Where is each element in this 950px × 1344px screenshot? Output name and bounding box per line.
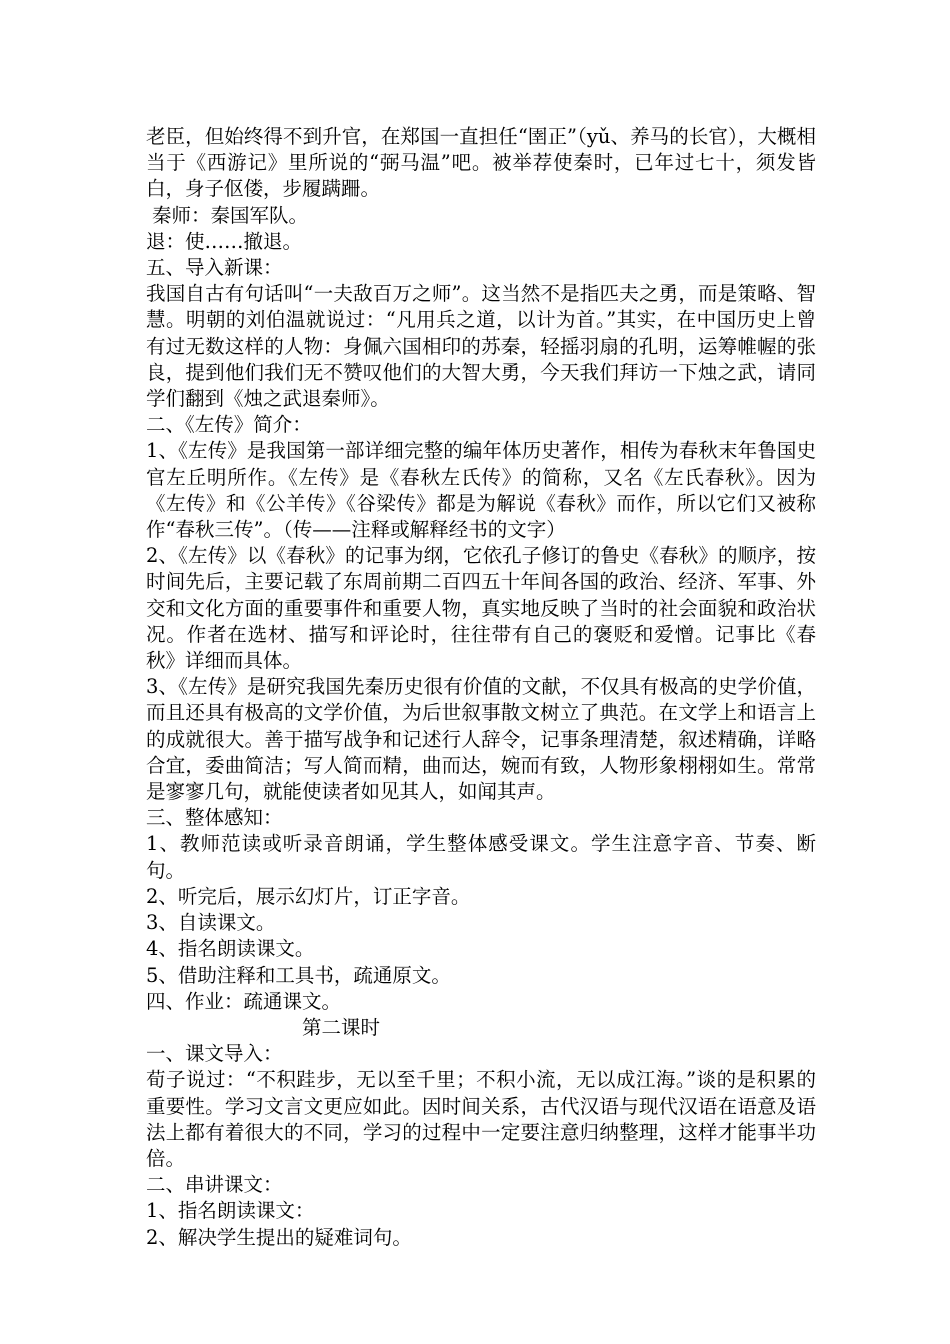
section-heading-intro: 五、导入新课：	[146, 256, 283, 280]
paragraph-yuzheng-note: 老臣，但始终得不到升官，在郑国一直担任“圉正”（yǔ、养马的长官），大概相当于《西游记》里所说的“弼马温”吧。被举荐使秦时，已年过七十，须发皆白，身子伛偻，步履蹒跚。	[146, 125, 816, 201]
note-tui: 退：使……撤退。	[146, 229, 303, 253]
list-item-questions: 2、解决学生提出的疑难词句。	[146, 1225, 412, 1249]
section-heading-homework: 四、作业：疏通课文。	[146, 989, 342, 1013]
section-heading-zuozhuan: 二、《左传》简介：	[146, 413, 312, 437]
list-item-read: 1、指名朗读课文：	[146, 1199, 315, 1223]
list-item-step-1: 1、教师范读或听录音朗诵，学生整体感受课文。学生注意字音、节奏、断句。	[146, 832, 816, 882]
section-heading-lesson-intro: 一、课文导入：	[146, 1042, 283, 1066]
note-qinshi: 秦师：秦国军队。	[152, 203, 309, 227]
paragraph-zuozhuan-2: 2、《左传》以《春秋》的记事为纲，它依孔子修订的鲁史《春秋》的顺序，按时间先后，主要记载了东周前期二百四五十年间各国的政治、经济、军事、外交和文化方面的重要事件和重要人物，真实地反映了当时的社会面貌和政治状况。作者在选材、描写和评论时，往往带有自己的褒贬和爱憎。记事比《春秋》详细而具体。	[146, 544, 816, 673]
paragraph-zuozhuan-3: 3、《左传》是研究我国先秦历史很有价值的文献，不仅具有极高的史学价值，而且还具有极高的文学价值，为后世叙事散文树立了典范。在文学上和语言上的成就很大。善于描写战争和记述行人辞令，记事条理清楚，叙述精确，详略合宜，委曲简洁；写人简而精，曲而达，婉而有致，人物形象栩栩如生。常常是寥寥几句，就能使读者如见其人，如闻其声。	[146, 675, 816, 804]
list-item-step-3: 3、自读课文。	[146, 911, 276, 935]
list-item-step-2: 2、听完后，展示幻灯片，订正字音。	[146, 884, 471, 908]
paragraph-zuozhuan-1: 1、《左传》是我国第一部详细完整的编年体历史著作，相传为春秋末年鲁国史官左丘明所作。《左传》是《春秋左氏传》的简称，又名《左氏春秋》。因为《左传》和《公羊传》《谷梁传》都是为解说《春秋》而作，所以它们又被称作“春秋三传”。（传——注释或解释经书的文字）	[146, 439, 816, 542]
paragraph-xunzi: 荀子说过：“不积跬步，无以至千里；不积小流，无以成江海。”谈的是积累的重要性。学习文言文更应如此。因时间关系，古代汉语与现代汉语在语意及语法上都有着很大的不同，学习的过程中一定要注意归纳整理，这样才能事半功倍。	[146, 1068, 816, 1170]
list-item-step-4: 4、指名朗读课文。	[146, 937, 315, 961]
paragraph-intro: 我国自古有句话叫“一夫敌百万之师”。这当然不是指匹夫之勇，而是策略、智慧。明朝的刘伯温就说过：“凡用兵之道，以计为首。”其实，在中国历史上曾有过无数这样的人物：身佩六国相印的苏秦，轻摇羽扇的孔明，运筹帷幄的张良，提到他们我们无不赞叹他们的大智大勇，今天我们拜访一下烛之武，请同学们翻到《烛之武退秦师》。	[146, 282, 816, 411]
list-item-step-5: 5、借助注释和工具书，疏通原文。	[146, 963, 451, 987]
lesson-two-title: 第二课时	[302, 1015, 381, 1039]
section-heading-explain: 二、串讲课文：	[146, 1173, 283, 1197]
document-body	[146, 124, 816, 1251]
section-heading-overall: 三、整体感知：	[146, 806, 283, 830]
